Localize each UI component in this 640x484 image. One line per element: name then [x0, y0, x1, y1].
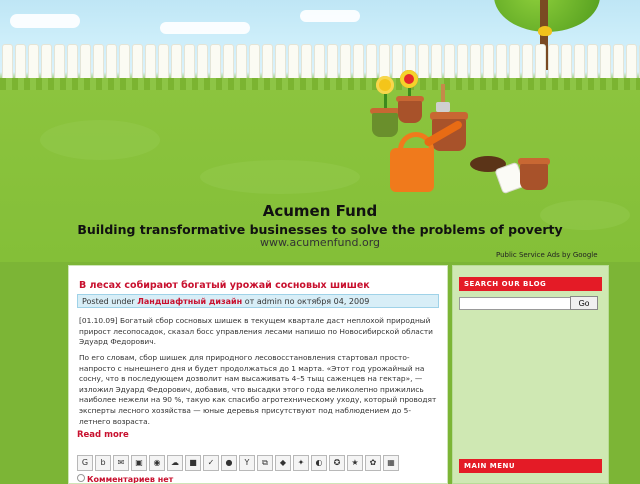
share-bookmark-icon[interactable]: ✓ [203, 455, 219, 471]
post-paragraph: [01.10.09] Богатый сбор сосновых шишек в текущем квартале даст неплохой природный прирост лесопосадок, сказал босс управления лесами напишо по Новосибирской области Эдуард Федорович. [79, 316, 433, 347]
trowel-icon [436, 102, 450, 112]
share-bookmark-icon[interactable]: ● [221, 455, 237, 471]
comments-label[interactable]: Комментариев нет [87, 475, 174, 484]
watering-can-icon [390, 148, 434, 192]
site-title[interactable]: Acumen Fund [262, 202, 378, 220]
search-heading: SEARCH OUR BLOG [459, 277, 602, 291]
share-bookmark-icon[interactable]: Y [239, 455, 255, 471]
lawn-spot [40, 120, 160, 160]
share-bookmark-icon[interactable]: ☁ [167, 455, 183, 471]
search-button[interactable]: Go [570, 296, 598, 310]
site-url[interactable]: www.acumenfund.org [259, 236, 381, 249]
share-bookmark-icon[interactable]: ✉ [113, 455, 129, 471]
site-tagline: Building transformative businesses to solve the problems of poverty [77, 222, 563, 237]
ads-note[interactable]: Public Service Ads by Google [496, 251, 598, 259]
grass-edge-decoration [0, 78, 640, 90]
share-bookmark-icon[interactable]: ▦ [383, 455, 399, 471]
share-bookmark-icon[interactable]: ◐ [311, 455, 327, 471]
main-menu-heading: MAIN MENU [459, 459, 602, 473]
post-content [68, 265, 448, 484]
flower-pot-icon [398, 101, 422, 123]
share-bookmark-icon[interactable]: b [95, 455, 111, 471]
share-bookmark-icon[interactable]: ✿ [365, 455, 381, 471]
comment-bullet-icon [77, 474, 85, 482]
share-bookmark-icon[interactable]: ⧉ [257, 455, 273, 471]
share-bookmark-icon[interactable]: ▣ [131, 455, 147, 471]
comments-link[interactable] [77, 474, 173, 484]
post-category-link[interactable]: Ландшафтный дизайн [137, 297, 243, 306]
red-flower-icon [400, 70, 418, 88]
bird-icon [538, 26, 552, 36]
cloud-decoration [10, 14, 80, 28]
lawn-spot [200, 160, 360, 194]
flower-pot-icon [372, 113, 398, 137]
cloud-decoration [160, 22, 250, 34]
share-bookmark-icon[interactable]: ✪ [329, 455, 345, 471]
share-bookmark-icon[interactable]: G [77, 455, 93, 471]
post-meta-prefix: Posted under [82, 297, 135, 306]
share-bookmark-icon[interactable]: ★ [347, 455, 363, 471]
share-bookmark-icon[interactable]: ■ [185, 455, 201, 471]
post-meta-suffix: от admin по октября 04, 2009 [244, 297, 370, 306]
post-meta-bar [77, 294, 439, 308]
cloud-decoration [300, 10, 360, 22]
sidebar [452, 265, 609, 484]
search-input[interactable] [459, 297, 573, 310]
share-bar [77, 455, 399, 471]
share-bookmark-icon[interactable]: ◆ [275, 455, 291, 471]
post-title[interactable]: В лесах собирают богатый урожай сосновых шишек [79, 280, 370, 291]
share-bookmark-icon[interactable]: ✦ [293, 455, 309, 471]
read-more-link[interactable]: Read more [77, 430, 129, 440]
flower-pot-icon [520, 164, 548, 190]
yellow-flower-icon [376, 76, 394, 94]
post-paragraph: По его словам, сбор шишек для природного лесовосстановления стартовал просто-напросто с нынешнего дня и будет продолжаться до 1 марта. «Этот год урожайный на сосну, что в последующем дозволит нам высаживать 4–5 тыщ саженцев на гектар», — изложил Эдуард Федорович, добавив, что высадки этого года великолепно прижились наиболее нежели на 90 %, такую как спасибо агротехническому уходу, который проводят эксперты лесного хозяйства — юные деревья присутствуют под наблюдением до 5-летнего возраста. [79, 353, 437, 426]
share-bookmark-icon[interactable]: ◉ [149, 455, 165, 471]
